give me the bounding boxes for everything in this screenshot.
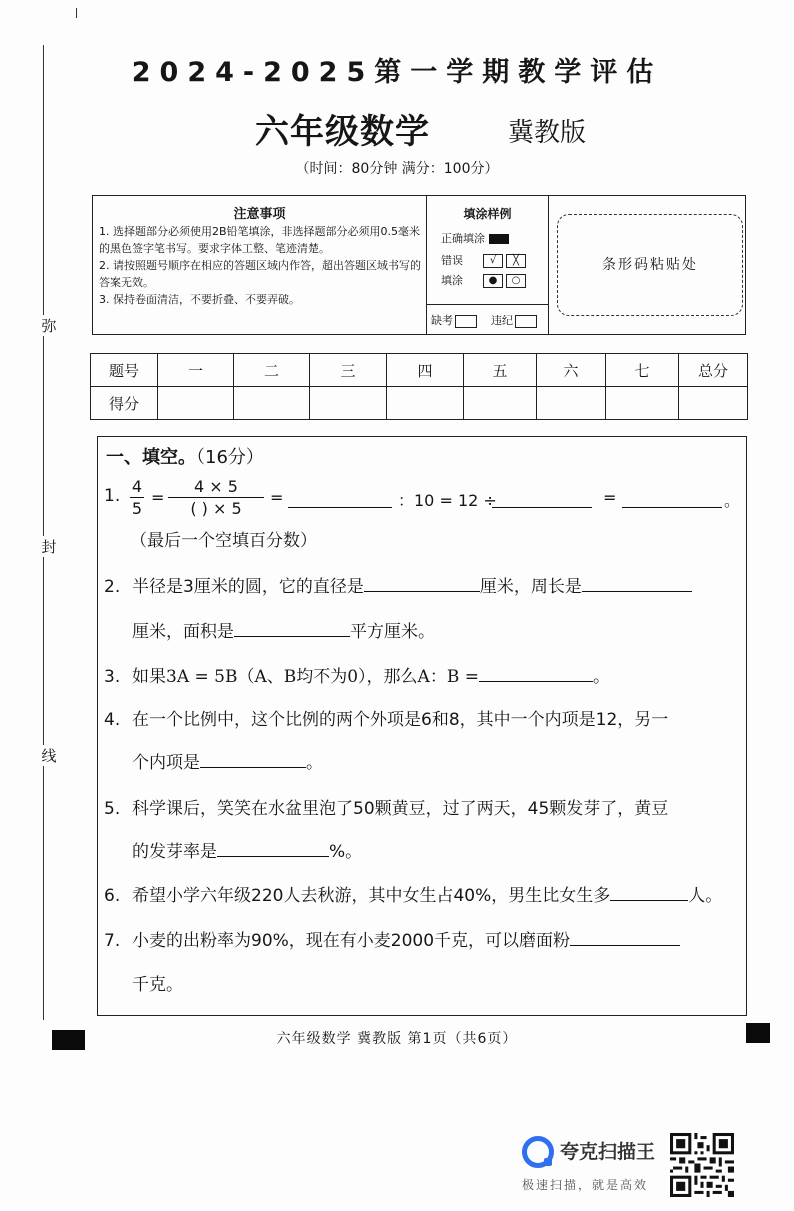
ratio-expression: ：10 = 12 ÷ (398, 491, 497, 510)
violation-checkbox[interactable] (515, 315, 537, 328)
correct-fill-label: 正确填涂 (441, 232, 485, 245)
answer-blank[interactable] (217, 838, 329, 857)
filled-box-icon (489, 234, 509, 244)
question-text: 科学课后，笑笑在水盆里泡了50颗黄豆，过了两天，45颗发芽了，黄豆 (132, 799, 669, 819)
section-title-text: 一、填空。 (106, 447, 196, 468)
score-cell[interactable] (464, 387, 537, 420)
question-text: 。 (306, 753, 323, 773)
binding-char-2: 封 (38, 536, 60, 557)
wrong-fill-row-1 (441, 252, 526, 268)
answer-blank[interactable] (288, 489, 392, 508)
notice-list (99, 223, 423, 308)
binding-line (43, 45, 44, 1020)
circle-mark-icon: ○ (506, 274, 526, 288)
edition-label: 冀教版 (508, 118, 587, 148)
equals-sign: = (151, 488, 165, 507)
fraction-denominator-blank: ( ) × 5 (190, 499, 242, 518)
scanner-slogan: 极速扫描，就是高效 (522, 1178, 649, 1192)
fill-sample-section (427, 196, 549, 334)
score-header-cell: 一 (158, 354, 234, 387)
binding-char-3: 线 (38, 745, 60, 766)
question-number: 1. (104, 486, 121, 506)
notice-title: 注意事项 (233, 207, 286, 222)
qr-code-icon (670, 1133, 734, 1197)
violation-field (491, 312, 537, 328)
score-cell[interactable] (234, 387, 310, 420)
score-header-cell: 题号 (91, 354, 158, 387)
score-cell[interactable] (606, 387, 679, 420)
correct-fill-row (441, 230, 509, 246)
question-text: 厘米，面积是 (132, 622, 234, 642)
answer-blank[interactable] (610, 882, 688, 901)
notice-section (93, 196, 427, 334)
wrong-fill-label: 错误 (441, 254, 463, 267)
question-text: 的发芽率是 (132, 842, 217, 862)
question-5-cont (132, 837, 362, 862)
question-text: 如果3A = 5B（A、B均不为0），那么A：B = (132, 667, 479, 687)
period: 。 (724, 491, 741, 510)
score-cell[interactable] (537, 387, 606, 420)
question-text: 厘米，周长是 (479, 577, 582, 597)
section-fill-in (97, 436, 747, 1016)
wrong-fill-row-2 (441, 272, 526, 288)
question-2-cont (132, 617, 435, 642)
fill-sample-title: 填涂样例 (463, 207, 512, 221)
violation-label: 违纪 (491, 314, 513, 327)
scanner-app-name: 夸克扫描王 (560, 1141, 656, 1163)
absent-checkbox[interactable] (455, 315, 477, 328)
answer-blank-percent[interactable] (622, 489, 722, 508)
question-5 (104, 794, 668, 819)
score-cell[interactable] (158, 387, 234, 420)
equals-sign: = (603, 488, 617, 507)
score-header-cell: 二 (234, 354, 310, 387)
section-points: （16分） (196, 447, 264, 468)
notice-item: 2. 请按照题号顺序在相应的答题区域内作答，超出答题区域书写的答案无效。 (99, 259, 421, 289)
answer-blank[interactable] (234, 618, 350, 637)
score-cell[interactable] (679, 387, 748, 420)
score-header-row (91, 354, 748, 387)
question-text: 个内项是 (132, 753, 200, 773)
question-number: 5. (104, 799, 121, 819)
score-cell[interactable] (387, 387, 464, 420)
page-footer: 六年级数学 冀教版 第1页（共6页） (276, 1031, 518, 1047)
question-1-note: （最后一个空填百分数） (130, 531, 317, 551)
question-number: 6. (104, 886, 121, 906)
binding-char-1: 弥 (38, 315, 60, 336)
question-text: 。 (592, 667, 610, 687)
score-header-cell: 四 (387, 354, 464, 387)
answer-blank[interactable] (479, 663, 593, 682)
wrong-fill-label-2: 填涂 (441, 274, 463, 287)
absent-field (431, 312, 477, 328)
question-1 (104, 486, 132, 506)
equals-sign: = (270, 488, 284, 507)
question-number: 7. (104, 931, 121, 951)
question-number: 4. (104, 710, 121, 730)
question-text: 希望小学六年级220人去秋游，其中女生占40%，男生比女生多 (132, 886, 611, 906)
notice-item: 1. 选择题部分必须使用2B铅笔填涂，非选择题部分必须用0.5毫米的黑色签字笔书写。要求字体工整、笔迹清楚。 (99, 225, 421, 255)
answer-blank[interactable] (200, 749, 306, 768)
question-text: 小麦的出粉率为90%，现在有小麦2000千克，可以磨面粉 (132, 931, 571, 951)
time-info: （时间：80分钟 满分：100分） (295, 161, 499, 177)
fraction-expanded (168, 477, 264, 518)
question-text: 平方厘米。 (350, 622, 435, 642)
barcode-area: 条形码粘贴处 (557, 214, 743, 316)
cross-mark-icon: ╳ (506, 254, 526, 268)
dot-mark-icon: ● (483, 274, 503, 288)
score-header-cell: 总分 (679, 354, 748, 387)
check-mark-icon: √ (483, 254, 503, 268)
answer-blank[interactable] (492, 489, 592, 508)
answer-blank[interactable] (582, 573, 692, 592)
score-cell[interactable] (310, 387, 387, 420)
question-number: 2. (104, 577, 121, 597)
question-number: 3. (104, 667, 121, 687)
fraction-four-fifths (130, 477, 144, 518)
top-tick (76, 8, 77, 18)
exam-title: 2024-2025第一学期教学评估 (131, 57, 663, 88)
question-text: 人。 (688, 886, 723, 906)
question-4 (104, 705, 668, 730)
question-2 (104, 572, 692, 597)
notice-item: 3. 保持卷面清洁，不要折叠、不要弄破。 (99, 293, 300, 306)
fraction-numerator: 4 (131, 477, 143, 496)
fraction-bar (168, 497, 264, 498)
score-row-label: 得分 (91, 387, 158, 420)
question-7 (104, 926, 680, 951)
question-text: %。 (329, 842, 363, 862)
scanner-logo-icon (522, 1136, 554, 1168)
fraction-denominator: 5 (131, 499, 143, 518)
answer-blank[interactable] (570, 927, 680, 946)
fraction-bar (130, 497, 144, 498)
score-header-cell: 三 (310, 354, 387, 387)
question-6 (104, 881, 722, 906)
question-7-cont: 千克。 (132, 975, 183, 995)
absent-row (427, 304, 548, 334)
question-text: 在一个比例中，这个比例的两个外项是6和8，其中一个内项是12，另一 (132, 710, 669, 730)
subject-title: 六年级数学 (255, 112, 430, 152)
question-text: 半径是3厘米的圆，它的直径是 (132, 577, 364, 597)
score-header-cell: 六 (537, 354, 606, 387)
score-header-cell: 七 (606, 354, 679, 387)
score-header-cell: 五 (464, 354, 537, 387)
notice-box (92, 195, 746, 335)
question-3 (104, 662, 610, 687)
fraction-numerator: 4 × 5 (194, 477, 238, 496)
answer-blank[interactable] (364, 573, 480, 592)
absent-label: 缺考 (431, 314, 453, 327)
section-title (106, 443, 264, 469)
question-4-cont (132, 748, 323, 773)
score-table (90, 353, 748, 420)
score-row (91, 387, 748, 420)
